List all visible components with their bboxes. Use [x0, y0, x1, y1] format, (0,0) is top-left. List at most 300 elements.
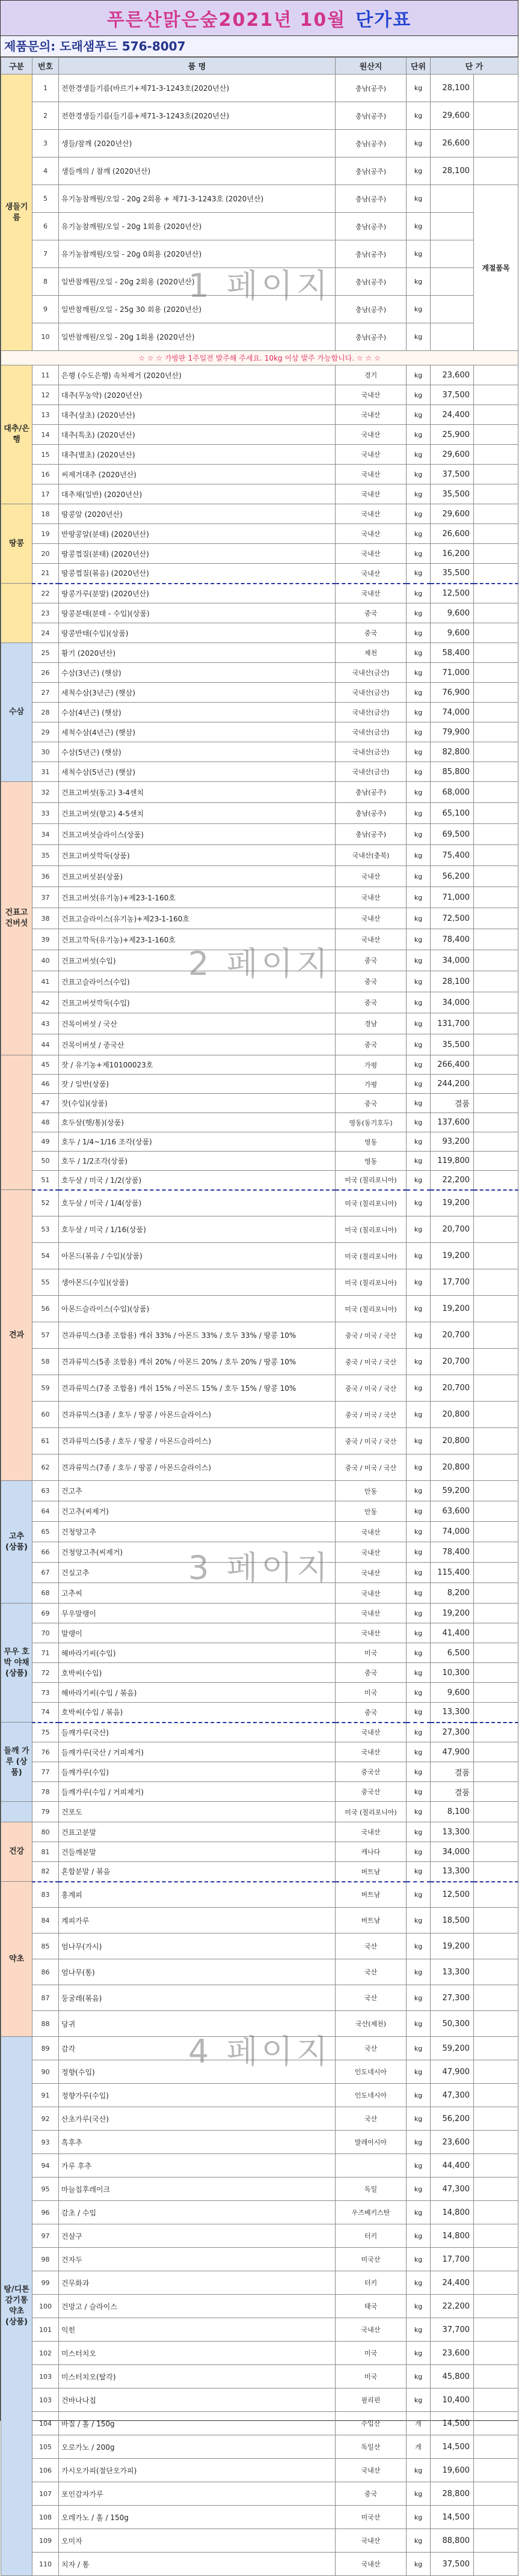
item-name: 땅콩가루(분말) (2020년산) — [59, 584, 336, 603]
item-no: 46 — [32, 1075, 59, 1094]
item-no: 104 — [32, 2412, 59, 2435]
item-unit: kg — [407, 564, 431, 584]
table-row — [1, 603, 518, 623]
note-cell — [474, 1375, 518, 1402]
item-name: 오레가노 / 홀 / 150g — [59, 2506, 336, 2529]
item-price: 79,900 — [431, 722, 474, 742]
item-origin — [336, 2154, 407, 2178]
item-no: 82 — [32, 1862, 59, 1882]
item-unit: kg — [407, 1375, 431, 1402]
item-name: 견과류믹스(7종 조합용) 캐쉬 15% / 아몬드 15% / 호두 15% / 땅콩 10% — [59, 1375, 336, 1402]
item-name: 대추(상초) (2020년산) — [59, 405, 336, 425]
note-cell — [474, 992, 518, 1013]
item-name: 전한경생들기름(바르기+제71-3-1243호(2020년산) — [59, 75, 336, 102]
item-name: 건표고버섯(동고) 3-4센치 — [59, 782, 336, 803]
item-name: 견과류믹스(3종 조합용) 캐쉬 33% / 아몬드 33% / 호두 33% / 땅콩 10% — [59, 1322, 336, 1349]
item-name: 무우말랭이 — [59, 1604, 336, 1623]
table-row — [1, 762, 518, 782]
table-body — [1, 75, 518, 2576]
item-origin: 국내산 — [336, 524, 407, 544]
item-origin: 중국산 — [336, 1782, 407, 1802]
item-unit: kg — [407, 2201, 431, 2224]
note-cell — [474, 564, 518, 584]
table-row — [1, 1822, 518, 1842]
item-unit: kg — [407, 2037, 431, 2060]
item-origin: 충남(공주) — [336, 824, 407, 845]
item-no: 53 — [32, 1216, 59, 1243]
item-origin: 미국 (칠리포니아) — [336, 1190, 407, 1216]
item-origin: 국산 — [336, 1985, 407, 2011]
item-origin: 국내산 — [336, 1822, 407, 1842]
table-row — [1, 504, 518, 524]
item-no: 39 — [32, 929, 59, 950]
page-label-2: 2 페이지 — [188, 945, 331, 983]
item-name: 홍계피 — [59, 1882, 336, 1908]
table-row — [1, 213, 518, 240]
table-row — [1, 1703, 518, 1723]
table-row — [1, 643, 518, 663]
item-price: 23,600 — [431, 365, 474, 385]
item-origin: 캐나다 — [336, 1842, 407, 1862]
note-cell — [474, 102, 518, 130]
item-no: 83 — [32, 1882, 59, 1908]
item-name: 해바라기씨(수입) — [59, 1643, 336, 1663]
item-no: 95 — [32, 2178, 59, 2201]
item-unit: kg — [407, 2107, 431, 2131]
item-unit: kg — [407, 2529, 431, 2553]
item-unit: kg — [407, 1742, 431, 1762]
item-price: 14,500 — [431, 2506, 474, 2529]
item-origin: 제천 — [336, 643, 407, 663]
table-row — [1, 2224, 518, 2248]
item-no: 32 — [32, 782, 59, 803]
table-row — [1, 2342, 518, 2365]
item-price: 71,000 — [431, 663, 474, 683]
item-no: 2 — [32, 102, 59, 130]
item-unit: kg — [407, 1782, 431, 1802]
item-name: 호두살(햇/통)(상품) — [59, 1113, 336, 1132]
item-origin: 국내산 — [336, 1623, 407, 1643]
item-name: 수삼(3년근) (햇삼) — [59, 663, 336, 683]
item-price: 12,500 — [431, 1882, 474, 1908]
table-row — [1, 2318, 518, 2342]
item-name: 세척수삼(3년근) (햇삼) — [59, 683, 336, 703]
item-no: 102 — [32, 2342, 59, 2365]
table-row — [1, 2482, 518, 2506]
item-price: 14,800 — [431, 2224, 474, 2248]
item-name: 오미자 — [59, 2529, 336, 2553]
item-price: 16,200 — [431, 544, 474, 564]
item-name: 견과류믹스(5종 조합용) 캐쉬 20% / 아몬드 20% / 호두 20% / 땅콩 10% — [59, 1349, 336, 1375]
item-no: 41 — [32, 971, 59, 992]
note-cell — [474, 1563, 518, 1583]
note-cell — [474, 1782, 518, 1802]
item-origin: 중국 — [336, 971, 407, 992]
note-cell — [474, 584, 518, 603]
item-price: 19,200 — [431, 1243, 474, 1269]
item-no: 106 — [32, 2459, 59, 2482]
table-row — [1, 1782, 518, 1802]
item-origin: 경남 — [336, 1013, 407, 1034]
item-no: 108 — [32, 2506, 59, 2529]
item-name: 익힌 — [59, 2318, 336, 2342]
table-row — [1, 1190, 518, 1216]
item-no: 75 — [32, 1723, 59, 1742]
item-no: 86 — [32, 1959, 59, 1985]
item-origin: 미국 (칠리포니아) — [336, 1243, 407, 1269]
item-name: 견과류믹스(7종 / 호두 / 땅콩 / 아몬드슬라이스) — [59, 1454, 336, 1481]
item-price: 37,700 — [431, 2318, 474, 2342]
header-name: 품 명 — [59, 58, 336, 75]
item-unit: kg — [407, 1563, 431, 1583]
item-unit: kg — [407, 1762, 431, 1782]
item-no: 14 — [32, 425, 59, 445]
item-unit: kg — [407, 240, 431, 268]
table-row — [1, 2131, 518, 2154]
item-origin: 중국 — [336, 992, 407, 1013]
item-price: 19,200 — [431, 1190, 474, 1216]
item-price: 74,000 — [431, 1522, 474, 1542]
note-cell — [474, 465, 518, 484]
note-cell — [474, 1094, 518, 1113]
item-unit: kg — [407, 1055, 431, 1075]
table-row — [1, 2506, 518, 2529]
item-unit: kg — [407, 544, 431, 564]
item-unit: kg — [407, 1094, 431, 1113]
item-name: 흑후추 — [59, 2131, 336, 2154]
item-no: 66 — [32, 1542, 59, 1563]
note-cell — [474, 1882, 518, 1908]
item-origin: 미국 (칠리포니아) — [336, 1802, 407, 1822]
note-cell — [474, 824, 518, 845]
item-origin: 중국 — [336, 1663, 407, 1683]
note-cell — [474, 2482, 518, 2506]
item-no: 76 — [32, 1742, 59, 1762]
page-label-3: 3 페이지 — [188, 1549, 331, 1587]
item-price: 22,200 — [431, 1171, 474, 1190]
note-cell — [474, 2365, 518, 2388]
note-cell — [474, 950, 518, 971]
item-origin: 인도네시아 — [336, 2084, 407, 2107]
note-cell — [474, 1013, 518, 1034]
item-name: 건무화과 — [59, 2271, 336, 2295]
note-cell — [474, 1934, 518, 1959]
category-cell: 들깨 가루 (상품) — [1, 1723, 32, 1802]
item-no: 61 — [32, 1428, 59, 1454]
item-no: 22 — [32, 584, 59, 603]
table-row — [1, 1842, 518, 1862]
item-origin: 국내산 — [336, 866, 407, 887]
table-row — [1, 2060, 518, 2084]
note-cell — [474, 1113, 518, 1132]
table-row — [1, 240, 518, 268]
item-price: 20,700 — [431, 1216, 474, 1243]
item-unit: kg — [407, 1985, 431, 2011]
item-no: 59 — [32, 1375, 59, 1402]
item-name: 바질 / 홀 / 150g — [59, 2412, 336, 2435]
item-origin: 태국 — [336, 2295, 407, 2318]
item-unit: kg — [407, 2224, 431, 2248]
item-name: 건표고버섯(수입) — [59, 950, 336, 971]
item-origin: 국내산(충북) — [336, 845, 407, 866]
item-price: 17,700 — [431, 2248, 474, 2271]
item-name: 땅콩알 (2020년산) — [59, 504, 336, 524]
item-no: 74 — [32, 1703, 59, 1723]
item-no: 11 — [32, 365, 59, 385]
item-origin: 중국산 — [336, 1762, 407, 1782]
note-cell — [474, 1322, 518, 1349]
item-unit: kg — [407, 2271, 431, 2295]
item-origin: 국산 — [336, 2107, 407, 2131]
item-origin: 국내산 — [336, 1604, 407, 1623]
item-price: 34,000 — [431, 1842, 474, 1862]
item-name: 유기농참깨원/오일 - 20g 0회용 (2020년산) — [59, 240, 336, 268]
item-origin: 국내산 — [336, 465, 407, 484]
item-unit: kg — [407, 213, 431, 240]
item-no: 81 — [32, 1842, 59, 1862]
item-unit: kg — [407, 971, 431, 992]
note-cell — [474, 866, 518, 887]
item-unit: kg — [407, 2342, 431, 2365]
table-row — [1, 1723, 518, 1742]
item-price: 13,300 — [431, 1703, 474, 1723]
item-price: 26,600 — [431, 130, 474, 157]
item-origin: 미국산 — [336, 2506, 407, 2529]
note-cell — [474, 971, 518, 992]
table-row — [1, 1296, 518, 1322]
item-origin: 충남(공주) — [336, 185, 407, 213]
table-row — [1, 1034, 518, 1055]
item-origin: 충남(공주) — [336, 75, 407, 102]
item-price: 결품 — [431, 1094, 474, 1113]
item-name: 건표고버섯(향고) 4-5센치 — [59, 803, 336, 824]
item-no: 13 — [32, 405, 59, 425]
item-unit: kg — [407, 2060, 431, 2084]
item-price: 12,500 — [431, 584, 474, 603]
table-row — [1, 1481, 518, 1501]
note-cell — [474, 683, 518, 703]
item-name: 산초가루(국산) — [59, 2107, 336, 2131]
table-row — [1, 2271, 518, 2295]
item-origin: 국내산 — [336, 425, 407, 445]
table-row — [1, 465, 518, 484]
item-origin: 중국 / 미국 / 국산 — [336, 1428, 407, 1454]
table-row — [1, 1055, 518, 1075]
table-row — [1, 296, 518, 323]
item-origin: 중국 — [336, 950, 407, 971]
item-unit: kg — [407, 1623, 431, 1643]
note-cell — [474, 803, 518, 824]
item-name: 수삼(4년근) (햇삼) — [59, 703, 336, 722]
item-no: 50 — [32, 1152, 59, 1171]
table-row — [1, 1542, 518, 1563]
item-unit: kg — [407, 1075, 431, 1094]
note-cell — [474, 524, 518, 544]
item-unit: kg — [407, 504, 431, 524]
note-cell — [474, 2201, 518, 2224]
table-row — [1, 2248, 518, 2271]
item-unit: kg — [407, 185, 431, 213]
item-unit: kg — [407, 1034, 431, 1055]
item-no: 30 — [32, 742, 59, 762]
item-origin: 중국 / 미국 / 국산 — [336, 1349, 407, 1375]
note-cell — [474, 2084, 518, 2107]
item-price: 13,300 — [431, 1862, 474, 1882]
note-cell — [474, 1643, 518, 1663]
item-no: 68 — [32, 1583, 59, 1604]
item-price: 47,300 — [431, 2084, 474, 2107]
item-name: 들깨가루(국산 / 거피제거) — [59, 1742, 336, 1762]
item-name: 가시오가피(절단오가피) — [59, 2459, 336, 2482]
item-unit: kg — [407, 1501, 431, 1522]
item-name: 일반참깨원/오일 - 20g 1회용 (2020년산) — [59, 323, 336, 351]
item-unit: kg — [407, 465, 431, 484]
item-price: 35,500 — [431, 1034, 474, 1055]
page-label-1: 1 페이지 — [188, 267, 331, 305]
item-unit: kg — [407, 268, 431, 296]
item-name: 고추씨 — [59, 1583, 336, 1604]
table-row — [1, 405, 518, 425]
item-price: 8,200 — [431, 1583, 474, 1604]
item-origin: 국내산 — [336, 445, 407, 465]
item-unit: kg — [407, 1604, 431, 1623]
note-cell — [474, 2037, 518, 2060]
table-row — [1, 929, 518, 950]
table-row — [1, 564, 518, 584]
item-no: 100 — [32, 2295, 59, 2318]
note-cell — [474, 157, 518, 185]
item-unit: kg — [407, 1683, 431, 1703]
item-unit: kg — [407, 703, 431, 722]
table-row — [1, 2178, 518, 2201]
item-no: 107 — [32, 2482, 59, 2506]
item-name: 땅콩분태(분태 - 수입)(상품) — [59, 603, 336, 623]
item-name: 마늘칩후레이크 — [59, 2178, 336, 2201]
item-price: 19,200 — [431, 1934, 474, 1959]
item-unit: kg — [407, 445, 431, 465]
note-cell — [474, 845, 518, 866]
note-cell — [474, 2154, 518, 2178]
item-name: 건고추(씨제거) — [59, 1501, 336, 1522]
note-cell — [474, 1542, 518, 1563]
item-unit: kg — [407, 1013, 431, 1034]
item-name: 건목이버섯 / 국산 — [59, 1013, 336, 1034]
item-origin: 국내산 — [336, 504, 407, 524]
item-unit: kg — [407, 323, 431, 351]
item-no: 24 — [32, 623, 59, 643]
item-price: 47,900 — [431, 2060, 474, 2084]
item-origin: 가평 — [336, 1055, 407, 1075]
note-cell — [474, 762, 518, 782]
item-unit: kg — [407, 296, 431, 323]
table-row — [1, 1013, 518, 1034]
item-price: 20,800 — [431, 1428, 474, 1454]
table-row — [1, 445, 518, 465]
table-row — [1, 971, 518, 992]
item-name: 견과류믹스(3종 / 호두 / 땅콩 / 아몬드슬라이스) — [59, 1402, 336, 1428]
item-origin: 국내산 — [336, 887, 407, 908]
item-name: 건포도 — [59, 1802, 336, 1822]
item-name: 땅콩껍질(분태) (2020년산) — [59, 544, 336, 564]
item-unit: kg — [407, 603, 431, 623]
table-row — [1, 1454, 518, 1481]
item-price: 결품 — [431, 1782, 474, 1802]
note-cell — [474, 1428, 518, 1454]
item-unit: kg — [407, 908, 431, 929]
item-origin: 중국 / 미국 / 국산 — [336, 1375, 407, 1402]
item-name: 땅콩반태(수입)(상품) — [59, 623, 336, 643]
table-row — [1, 2037, 518, 2060]
item-no: 23 — [32, 603, 59, 623]
item-name: 말랭이 — [59, 1623, 336, 1643]
table-row — [1, 1908, 518, 1934]
item-name: 잣(수입)(상품) — [59, 1094, 336, 1113]
item-price: 20,800 — [431, 1402, 474, 1428]
table-row — [1, 1094, 518, 1113]
item-price: 10,400 — [431, 2388, 474, 2412]
item-price: 59,200 — [431, 1481, 474, 1501]
table-row — [1, 1643, 518, 1663]
table-row — [1, 323, 518, 351]
item-no: 77 — [32, 1762, 59, 1782]
item-unit: kg — [407, 2131, 431, 2154]
item-origin: 국내산 — [336, 2553, 407, 2576]
category-cell: 생들기름 — [1, 75, 32, 351]
item-no: 31 — [32, 762, 59, 782]
note-cell — [474, 2131, 518, 2154]
item-origin: 독일 — [336, 2178, 407, 2201]
item-origin: 국내산 — [336, 405, 407, 425]
note-cell — [474, 2412, 518, 2435]
header-category: 구분 — [1, 58, 32, 75]
sheet-title-emphasis: 단가표 — [355, 10, 412, 31]
item-unit: kg — [407, 643, 431, 663]
table-row — [1, 2107, 518, 2131]
table-row — [1, 908, 518, 929]
category-cell: 수삼 — [1, 643, 32, 782]
item-origin: 미국 — [336, 2342, 407, 2365]
table-row — [1, 1959, 518, 1985]
item-price: 28,800 — [431, 2482, 474, 2506]
item-no: 109 — [32, 2529, 59, 2553]
item-price: 115,400 — [431, 1563, 474, 1583]
item-name: 견과류믹스(5종 / 호두 / 땅콩 / 아몬드슬라이스) — [59, 1428, 336, 1454]
note-cell — [474, 1269, 518, 1296]
note-cell — [474, 1663, 518, 1683]
item-origin: 미국 — [336, 1683, 407, 1703]
item-price: 59,200 — [431, 2037, 474, 2060]
table-row — [1, 803, 518, 824]
item-name: 건망고 / 슬라이스 — [59, 2295, 336, 2318]
item-no: 51 — [32, 1171, 59, 1190]
item-name: 건표고슬라이스(수입) — [59, 971, 336, 992]
note-cell — [474, 1152, 518, 1171]
note-cell — [474, 1522, 518, 1542]
note-cell — [474, 1842, 518, 1862]
item-no: 18 — [32, 504, 59, 524]
item-price: 35,500 — [431, 564, 474, 584]
item-unit: kg — [407, 1663, 431, 1683]
item-name: 수삼(5년근) (햇삼) — [59, 742, 336, 762]
note-cell — [474, 1190, 518, 1216]
item-origin: 미국 — [336, 1643, 407, 1663]
item-unit: kg — [407, 2365, 431, 2388]
table-row — [1, 524, 518, 544]
item-price: 23,600 — [431, 2342, 474, 2365]
table-row — [1, 623, 518, 643]
item-no: 71 — [32, 1643, 59, 1663]
item-no: 25 — [32, 643, 59, 663]
